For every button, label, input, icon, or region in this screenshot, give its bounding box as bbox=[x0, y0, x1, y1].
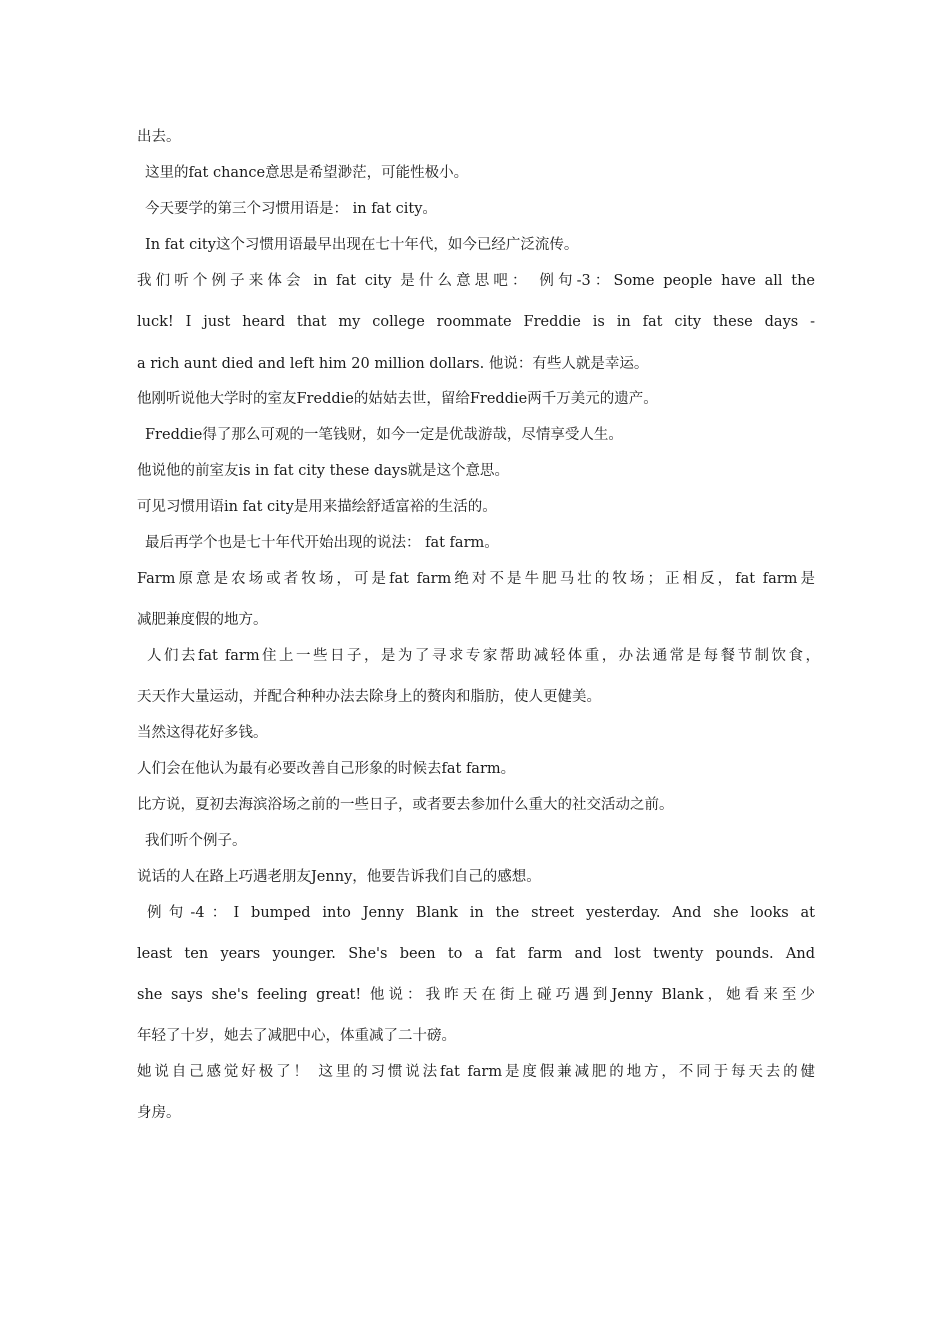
text-line: Freddie得了那么可观的一笔钱财，如今一定是优哉游哉，尽情享受人生。 bbox=[145, 427, 623, 443]
text-line: 今天要学的第三个习惯用语是： in fat city。 bbox=[145, 201, 437, 217]
text-line: 出去。 bbox=[137, 129, 181, 145]
text-line: 他说他的前室友is in fat city these days就是这个意思。 bbox=[137, 463, 510, 479]
text-line: 说话的人在路上巧遇老朋友Jenny，他要告诉我们自己的感想。 bbox=[137, 869, 541, 885]
text-line: 人们去fat farm住上一些日子，是为了寻求专家帮助减轻体重，办法通常是每餐节制饮食， bbox=[147, 648, 820, 664]
text-line: 当然这得花好多钱。 bbox=[137, 725, 268, 741]
text-line: Farm原意是农场或者牧场，可是fat farm绝对不是牛肥马壮的牧场；正相反，fat farm是 bbox=[137, 571, 815, 587]
text-line: 例句-4：I bumped into Jenny Blank in the street yesterday. And she looks at bbox=[147, 905, 815, 921]
text-line: 人们会在他认为最有必要改善自己形象的时候去fat farm。 bbox=[137, 761, 516, 777]
text-line: 比方说，夏初去海滨浴场之前的一些日子，或者要去参加什么重大的社交活动之前。 bbox=[137, 797, 674, 813]
text-line: 这里的fat chance意思是希望渺茫，可能性极小。 bbox=[145, 165, 469, 181]
text-line: 她说自己感觉好极了！ 这里的习惯说法fat farm是度假兼减肥的地方，不同于每天去的健 bbox=[137, 1064, 815, 1080]
text-line: 我们听个例子来体会 in fat city 是什么意思吧： 例句-3：Some people have all the bbox=[137, 273, 815, 289]
text-line: 最后再学个也是七十年代开始出现的说法： fat farm。 bbox=[145, 535, 499, 551]
text-line: luck! I just heard that my college roommate Freddie is in fat city these days - bbox=[137, 314, 815, 330]
text-line: 身房。 bbox=[137, 1105, 181, 1121]
text-line: a rich aunt died and left him 20 million dollars. 他说：有些人就是幸运。 bbox=[137, 356, 649, 372]
text-line: 天天作大量运动，并配合种种办法去除身上的赘肉和脂肪，使人更健美。 bbox=[137, 689, 601, 705]
text-line: 减肥兼度假的地方。 bbox=[137, 612, 268, 628]
text-line: least ten years younger. She's been to a fat farm and lost twenty pounds. And bbox=[137, 946, 815, 962]
text-line: 年轻了十岁，她去了减肥中心，体重减了二十磅。 bbox=[137, 1028, 456, 1044]
text-line: In fat city这个习惯用语最早出现在七十年代，如今已经广泛流传。 bbox=[145, 237, 579, 253]
text-line: 我们听个例子。 bbox=[145, 833, 247, 849]
text-line: 他刚听说他大学时的室友Freddie的姑姑去世，留给Freddie两千万美元的遗产。 bbox=[137, 391, 658, 407]
text-line: she says she's feeling great! 他说：我昨天在街上碰巧遇到Jenny Blank，她看来至少 bbox=[137, 987, 815, 1003]
text-line: 可见习惯用语in fat city是用来描绘舒适富裕的生活的。 bbox=[137, 499, 497, 515]
